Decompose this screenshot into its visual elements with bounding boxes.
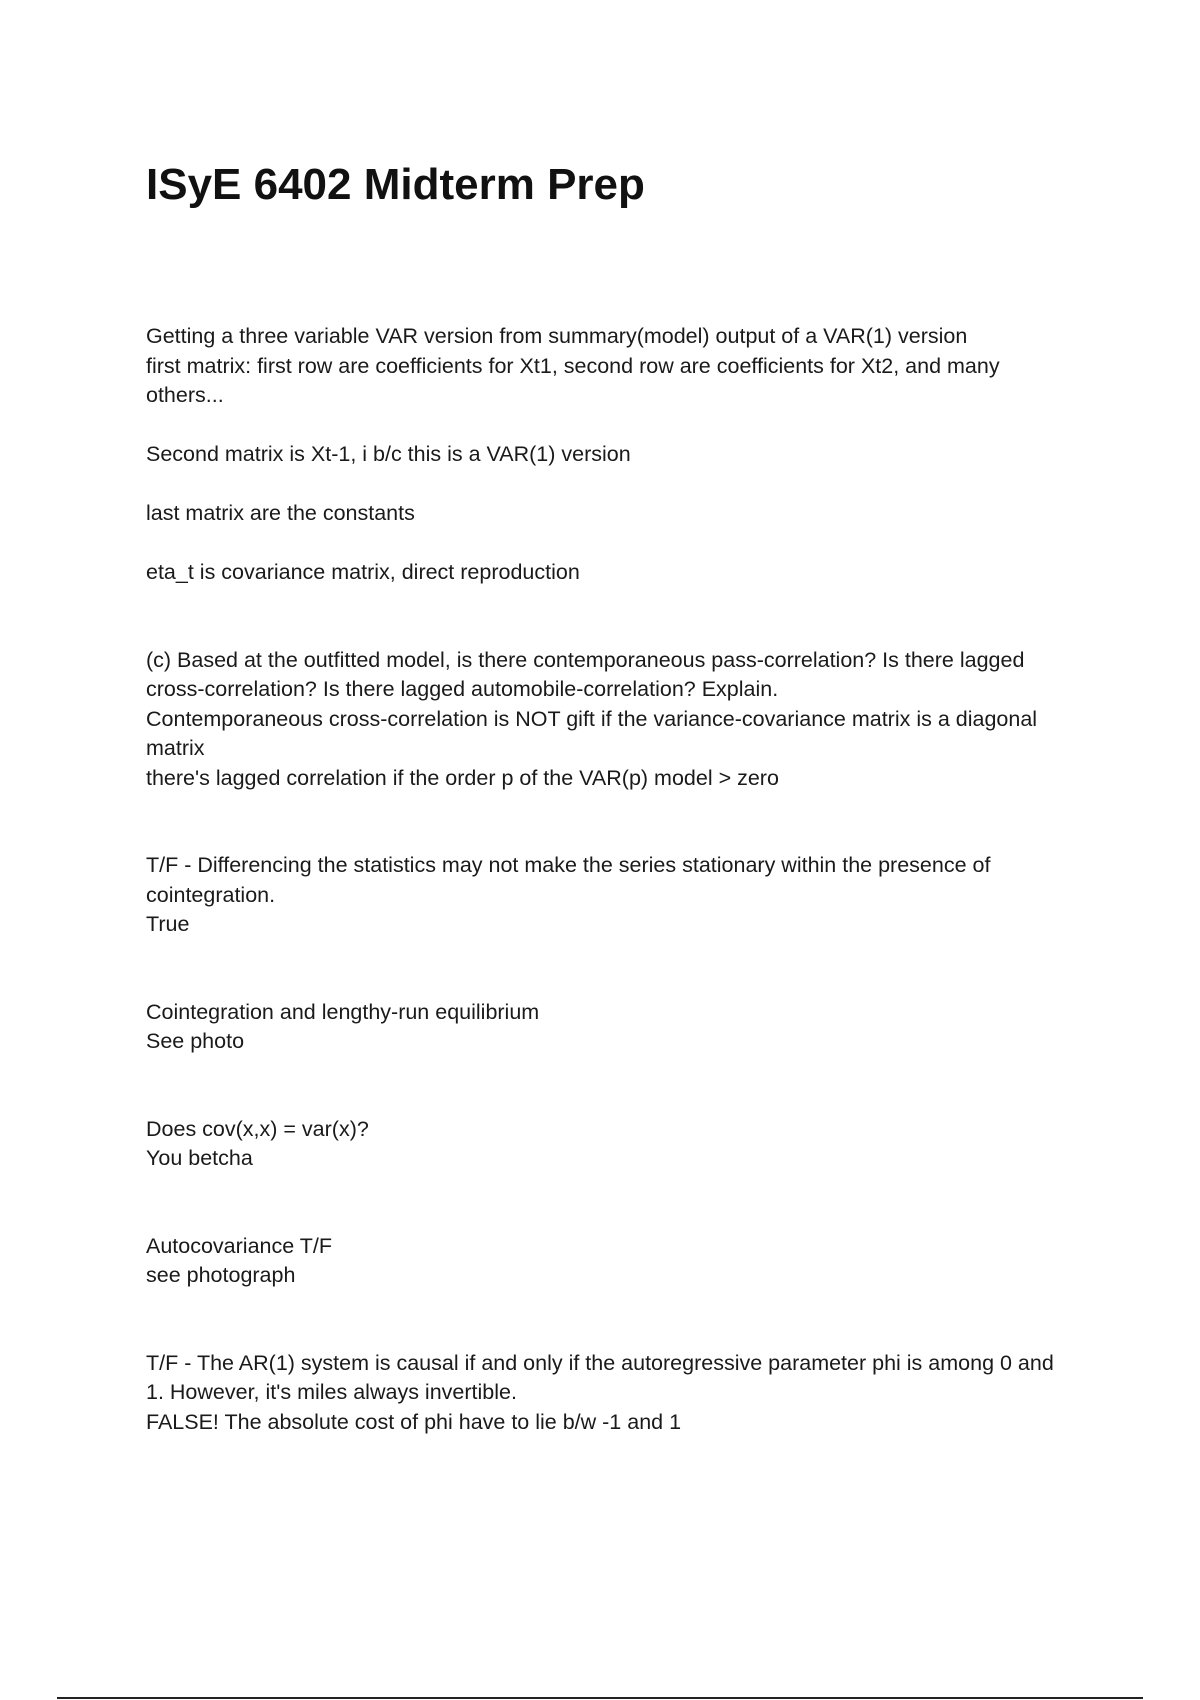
paragraph-eta-covariance [146,558,1096,588]
text-line: last matrix are the constants [146,501,415,525]
text-line: Cointegration and lengthy-run equilibrium [146,999,540,1024]
paragraph-autocovariance [146,1232,1096,1291]
text-line: T/F - The AR(1) system is causal if and only if the autoregressive parameter phi is among 0 and [146,1350,1054,1375]
page-bottom-rule [57,1697,1143,1699]
text-line: See photo [146,1029,245,1053]
text-line: there's lagged correlation if the order p of the VAR(p) model > zero [146,765,779,790]
paragraph-cross-correlation [146,646,1096,794]
text-line: T/F - Differencing the statistics may not make the series stationary within the presence of [146,853,991,877]
text-line: cointegration. [146,882,276,907]
text-line: True [146,912,190,936]
document-body [146,322,1096,1437]
text-line: Autocovariance T/F [146,1233,333,1258]
text-line: cross-correlation? Is there lagged automobile-correlation? Explain. [146,677,779,701]
text-line: matrix [146,736,205,760]
text-line: You betcha [146,1146,253,1170]
paragraph-cointegration [146,998,1096,1057]
text-line: (c) Based at the outfitted model, is there contemporaneous pass-correlation? Is there lagged [146,647,1025,672]
text-line: Does cov(x,x) = var(x)? [146,1116,369,1141]
text-line: others... [146,383,224,407]
text-line: Contemporaneous cross-correlation is NOT gift if the variance-covariance matrix is a diagonal [146,706,1038,731]
paragraph-last-matrix [146,499,1096,529]
text-line: eta_t is covariance matrix, direct reproduction [146,560,580,584]
paragraph-second-matrix [146,440,1096,470]
paragraph-differencing [146,851,1096,940]
paragraph-cov-var [146,1115,1096,1174]
text-line: FALSE! The absolute cost of phi have to lie b/w -1 and 1 [146,1409,682,1434]
text-line: see photograph [146,1263,296,1287]
page-title: ISyE 6402 Midterm Prep [146,160,645,209]
text-line: 1. However, it's miles always invertible. [146,1380,517,1404]
text-line: first matrix: first row are coefficients for Xt1, second row are coefficients for Xt2, and many [146,353,1000,378]
paragraph-var-version [146,322,1096,411]
text-line: Getting a three variable VAR version from summary(model) output of a VAR(1) version [146,324,968,348]
paragraph-ar1-causal [146,1349,1096,1438]
text-line: Second matrix is Xt-1, i b/c this is a VAR(1) version [146,442,631,466]
